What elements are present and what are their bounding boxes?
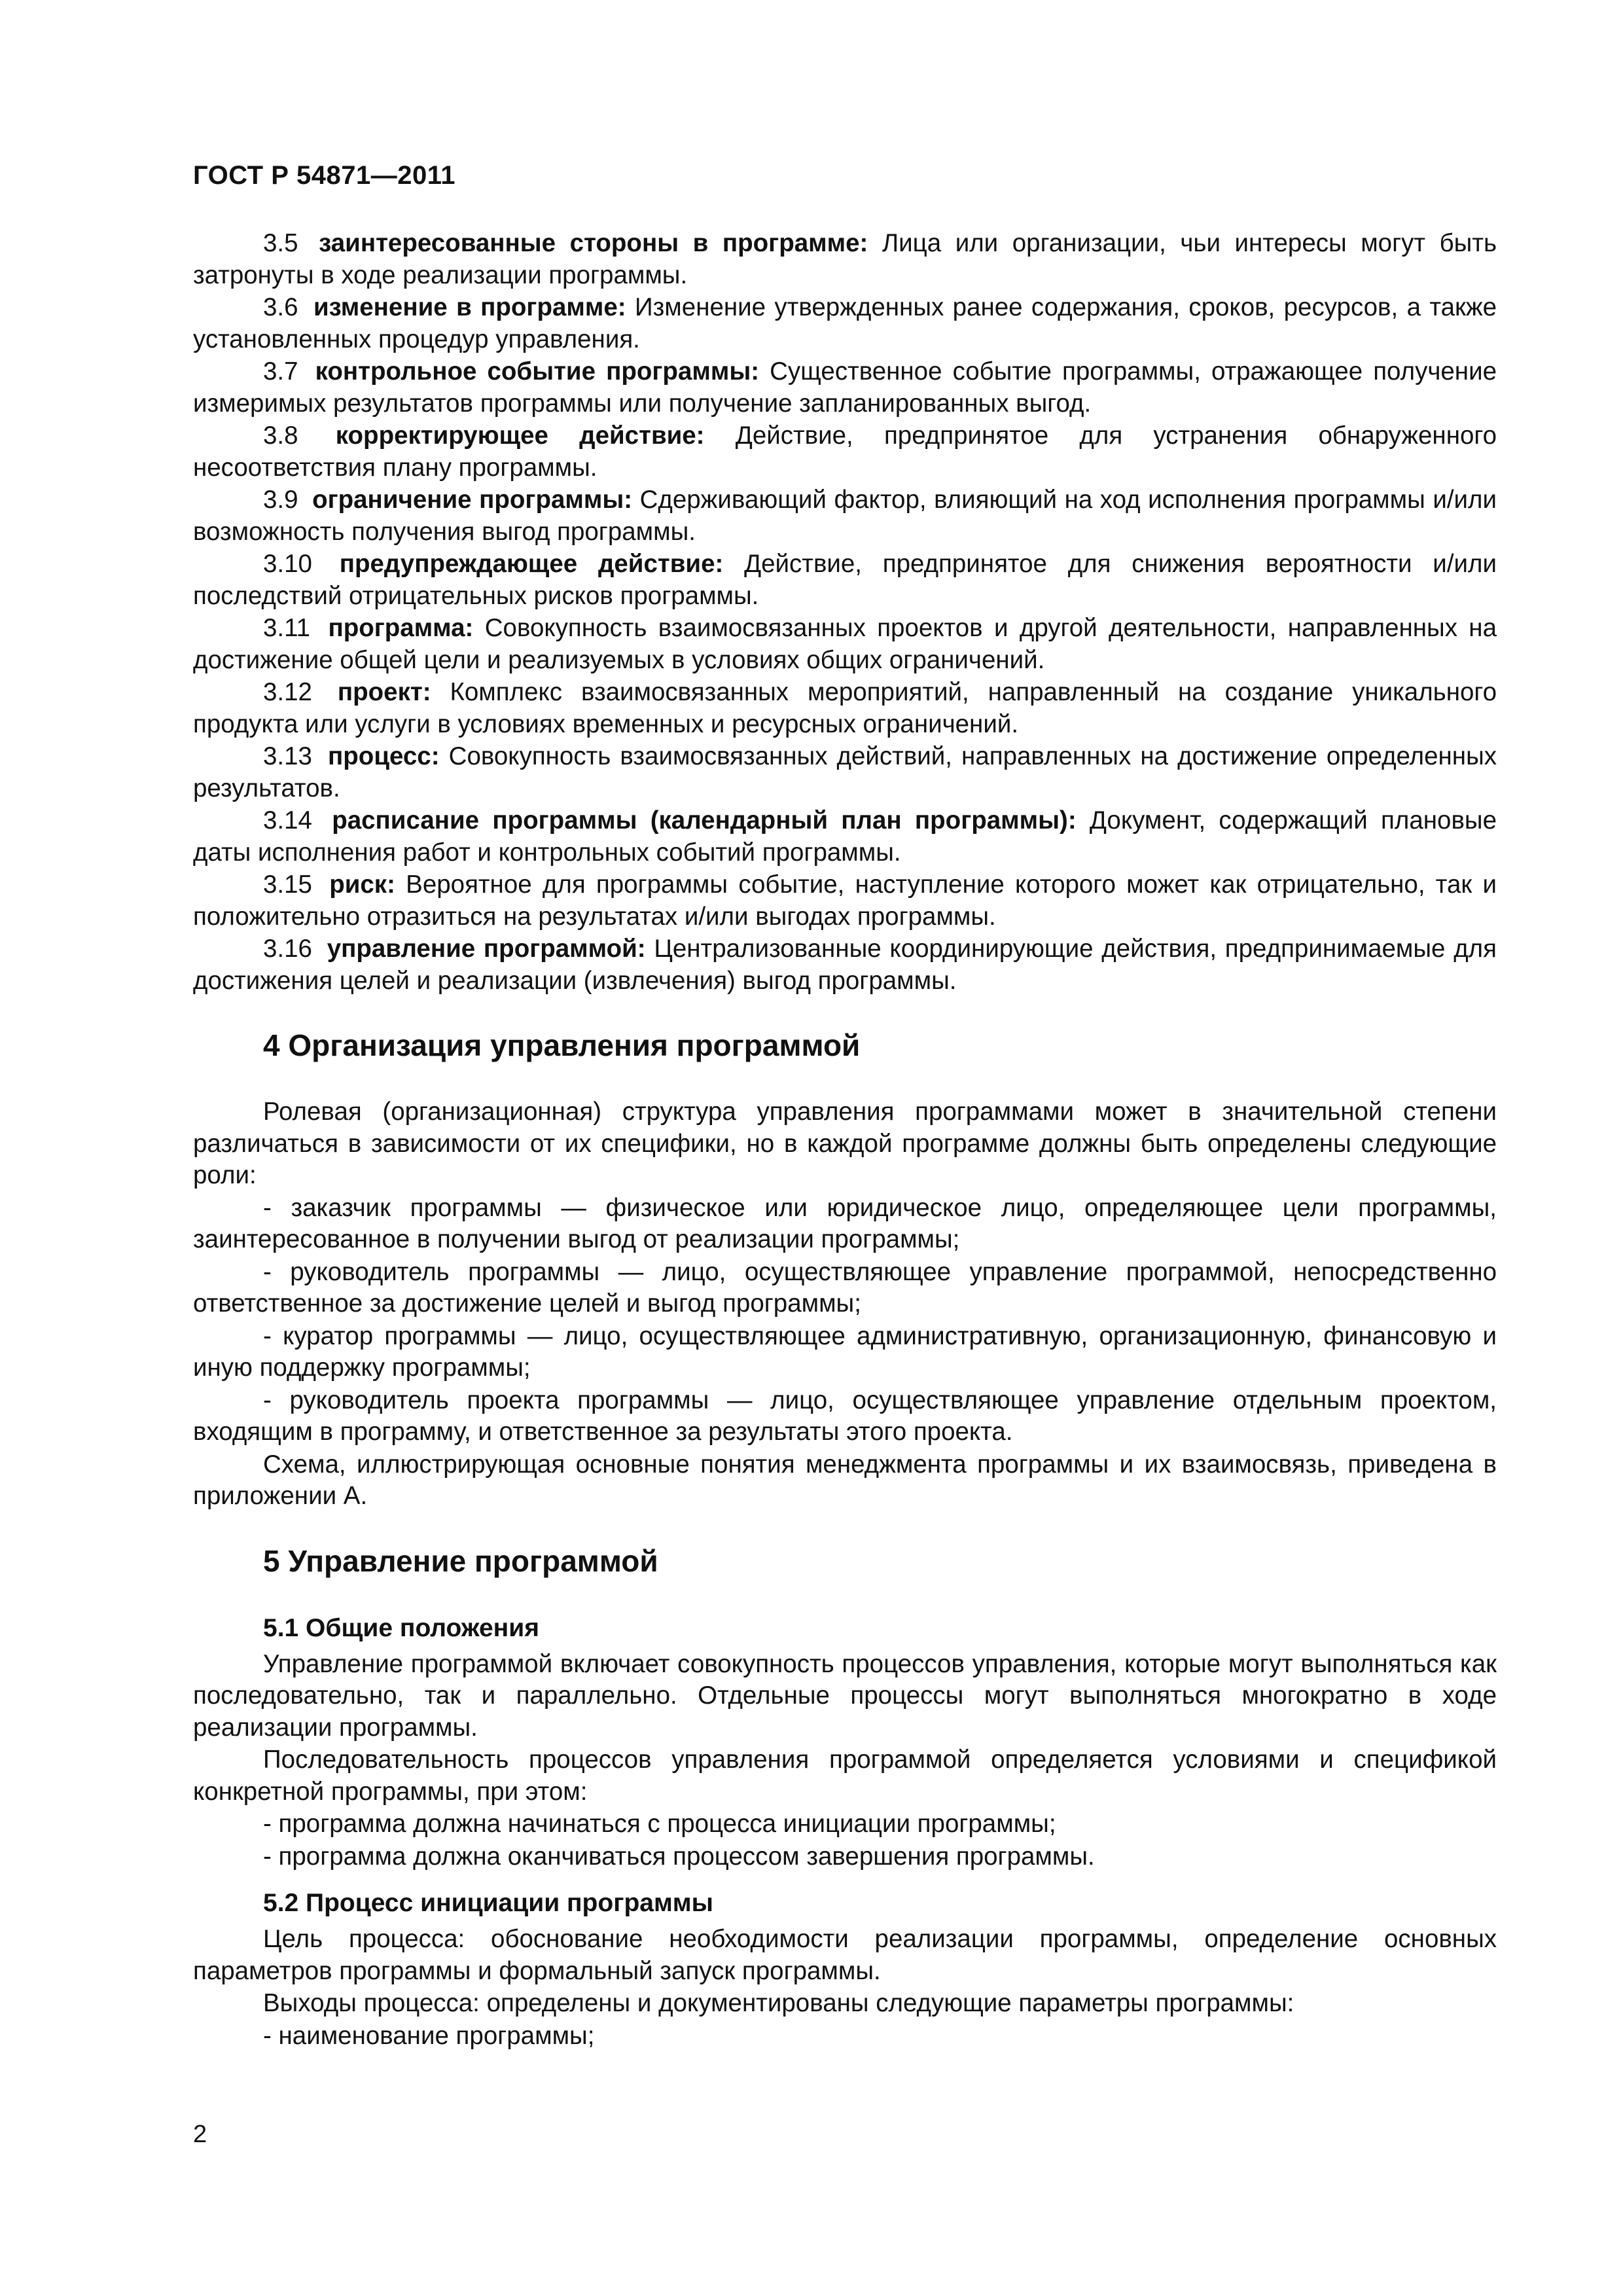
- paragraph: Управление программой включает совокупность процессов управления, которые могут выполняться как последовательно, так и параллельно. Отдельные процессы могут выполняться многократно в ходе реализации программы.: [193, 1649, 1497, 1742]
- definitions-list: [193, 228, 1497, 997]
- definition-number: 3.10: [263, 550, 312, 578]
- section-4-heading: 4 Организация управления программой: [263, 1028, 861, 1062]
- definition-number: 3.7: [263, 357, 298, 386]
- page-number: 2: [193, 2121, 207, 2148]
- role-item: - руководитель проекта программы — лицо, осуществляющее управление отдельным проектом, входящим в программу, и ответственное за результаты этого проекта.: [193, 1386, 1497, 1446]
- definition-3-16: [193, 933, 1497, 997]
- definition-term: проект:: [337, 678, 431, 706]
- paragraph: Цель процесса: обоснование необходимости реализации программы, определение основных параметров программы и формальный запуск программы.: [193, 1925, 1497, 1985]
- definition-number: 3.6: [263, 293, 298, 321]
- section-4-closing: Схема, иллюстрирующая основные понятия менеджмента программы и их взаимосвязь, приведена в приложении А.: [193, 1450, 1497, 1510]
- definition-3-11: [193, 613, 1497, 676]
- definition-text: Совокупность взаимосвязанных действий, направленных на достижение определенных результатов.: [193, 742, 1497, 802]
- definition-text: Действие, предпринятое для устранения обнаруженного несоответствия плану программы.: [193, 422, 1497, 482]
- subsection-5-1-heading: 5.1 Общие положения: [263, 1613, 539, 1642]
- list-item: - программа должна оканчиваться процессом завершения программы.: [263, 1842, 1095, 1871]
- definition-term: расписание программы (календарный план программы):: [332, 806, 1077, 834]
- subsection-5-2-heading: 5.2 Процесс инициации программы: [263, 1889, 713, 1917]
- page-content: [193, 228, 1497, 2053]
- definition-term: корректирующее действие:: [335, 422, 705, 450]
- definition-3-9: [193, 484, 1497, 548]
- definition-term: процесс:: [328, 742, 440, 770]
- role-item: - заказчик программы — физическое или юридическое лицо, определяющее цели программы, заинтересованное в получении выгод от реализации программы;: [193, 1193, 1497, 1253]
- definition-text: Сдерживающий фактор, влияющий на ход исполнения программы и/или возможность получения выгод программы.: [193, 486, 1497, 546]
- role-item: - руководитель программы — лицо, осуществляющее управление программой, непосредственно ответственное за достижение целей и выгод программы;: [193, 1257, 1497, 1318]
- section-5-1: [193, 1612, 1497, 1873]
- definition-number: 3.16: [263, 935, 312, 963]
- paragraph: Выходы процесса: определены и документированы следующие параметры программы:: [263, 1989, 1294, 2017]
- section-4-body: [193, 1096, 1497, 1513]
- definition-3-13: [193, 741, 1497, 804]
- definition-3-7: [193, 356, 1497, 420]
- definition-number: 3.11: [263, 614, 311, 642]
- definition-3-6: [193, 292, 1497, 355]
- definition-term: изменение в программе:: [313, 293, 626, 321]
- definition-3-12: [193, 677, 1497, 740]
- definition-term: управление программой:: [327, 935, 646, 963]
- definition-text: Вероятное для программы событие, наступление которого может как отрицательно, так и положительно отразиться на результатах и/или выгодах программы.: [193, 870, 1497, 931]
- list-item: - наименование программы;: [263, 2021, 595, 2050]
- definition-text: Совокупность взаимосвязанных проектов и другой деятельности, направленных на достижение общей цели и реализуемых в условиях общих ограничений.: [193, 614, 1497, 674]
- definition-number: 3.12: [263, 678, 312, 706]
- definition-text: Комплекс взаимосвязанных мероприятий, направленный на создание уникального продукта или услуги в условиях временных и ресурсных ограничений.: [193, 678, 1497, 738]
- definition-number: 3.5: [263, 229, 298, 257]
- definition-text: Изменение утвержденных ранее содержания, сроков, ресурсов, а также установленных процедур управления.: [193, 293, 1497, 353]
- section-5-2: [193, 1887, 1497, 2052]
- definition-3-14: [193, 805, 1497, 869]
- definition-term: риск:: [329, 870, 395, 899]
- definition-number: 3.8: [263, 422, 298, 450]
- definition-term: контрольное событие программы:: [315, 357, 760, 386]
- definition-term: программа:: [328, 614, 474, 642]
- definition-number: 3.9: [263, 486, 298, 514]
- definition-text: Централизованные координирующие действия, предпринимаемые для достижения целей и реализации (извлечения) выгод программы.: [193, 935, 1497, 995]
- definition-term: предупреждающее действие:: [339, 550, 724, 578]
- definition-text: Действие, предпринятое для снижения вероятности и/или последствий отрицательных рисков программы.: [193, 550, 1497, 610]
- definition-text: Существенное событие программы, отражающее получение измеримых результатов программы или получение запланированных выгод.: [193, 357, 1497, 418]
- definition-number: 3.13: [263, 742, 312, 770]
- section-5-heading: 5 Управление программой: [263, 1543, 658, 1578]
- document-header: ГОСТ Р 54871—2011: [193, 161, 455, 190]
- definition-number: 3.15: [263, 870, 312, 899]
- definition-text: Документ, содержащий плановые даты исполнения работ и контрольных событий программы.: [193, 806, 1497, 867]
- definition-term: ограничение программы:: [312, 486, 633, 514]
- paragraph: Последовательность процессов управления программой определяется условиями и спецификой конкретной программы, при этом:: [193, 1746, 1497, 1806]
- definition-text: Лица или организации, чьи интересы могут быть затронуты в ходе реализации программы.: [193, 229, 1497, 289]
- definition-number: 3.14: [263, 806, 312, 834]
- definition-3-15: [193, 869, 1497, 933]
- section-4-intro: Ролевая (организационная) структура управления программами может в значительной степени различаться в зависимости от их специфики, но в каждой программе должны быть определены следующие роли:: [193, 1098, 1497, 1189]
- definition-3-10: [193, 548, 1497, 612]
- definition-3-8: [193, 420, 1497, 484]
- list-item: - программа должна начинаться с процесса инициации программы;: [263, 1810, 1056, 1838]
- definition-term: заинтересованные стороны в программе:: [319, 229, 868, 257]
- definition-3-5: [193, 228, 1497, 291]
- role-item: - куратор программы — лицо, осуществляющее административную, организационную, финансовую и иную поддержку программы;: [193, 1321, 1497, 1382]
